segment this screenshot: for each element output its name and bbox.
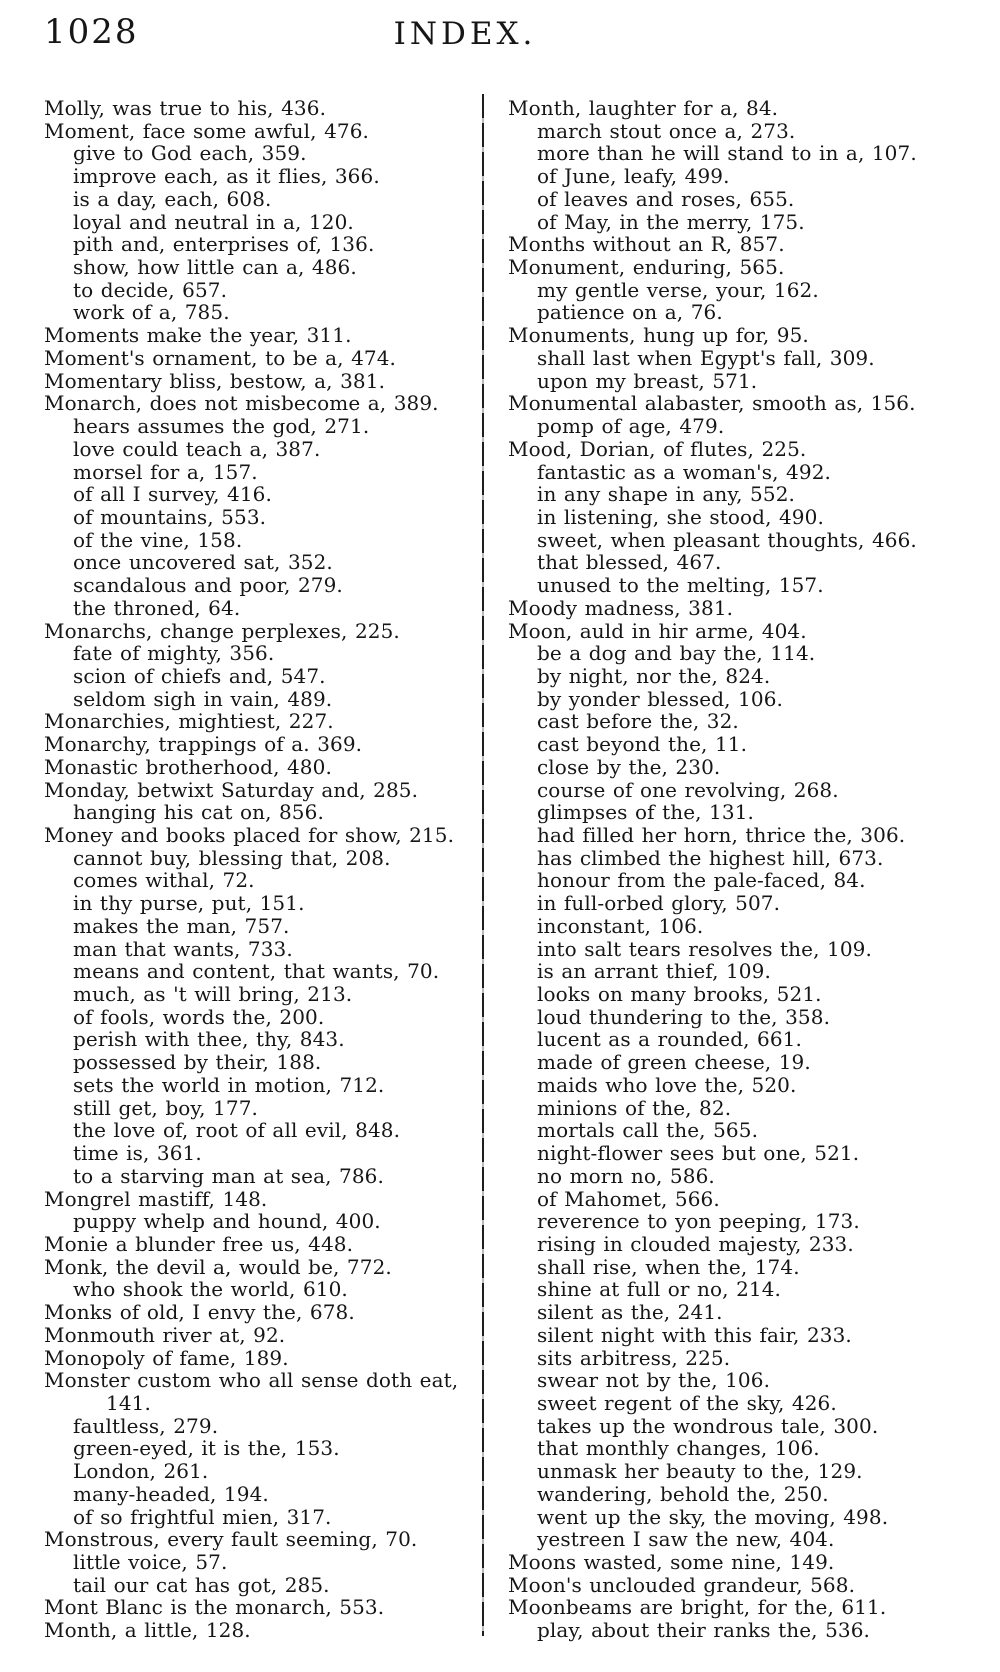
index-entry: of the vine, 158.: [73, 527, 243, 552]
index-entry: cannot buy, blessing that, 208.: [73, 845, 391, 870]
index-entry: perish with thee, thy, 843.: [73, 1027, 345, 1052]
index-entry: Moons wasted, some nine, 149.: [508, 1550, 835, 1574]
index-entry: march stout once a, 273.: [537, 118, 796, 143]
index-entry: that blessed, 467.: [537, 550, 722, 575]
index-entry: in listening, she stood, 490.: [537, 504, 824, 529]
index-entry: puppy whelp and hound, 400.: [73, 1209, 381, 1234]
index-entry: had filled her horn, thrice the, 306.: [537, 823, 906, 847]
index-entry: still get, boy, 177.: [73, 1095, 258, 1120]
index-entry: in thy purse, put, 151.: [73, 891, 305, 916]
index-entry: faultless, 279.: [73, 1413, 219, 1438]
index-entry: rising in clouded majesty, 233.: [537, 1231, 854, 1256]
index-entry: silent as the, 241.: [537, 1300, 723, 1325]
index-entry: much, as 't will bring, 213.: [73, 982, 353, 1007]
index-entry: Moonbeams are bright, for the, 611.: [508, 1595, 887, 1620]
index-entry: swear not by the, 106.: [537, 1368, 771, 1393]
index-entry: loud thundering to the, 358.: [537, 1004, 831, 1029]
index-entry: night-flower sees but one, 521.: [537, 1141, 860, 1166]
index-entry: Mongrel mastiff, 148.: [44, 1186, 268, 1211]
index-entry: of all I survey, 416.: [73, 482, 272, 507]
index-entry: Moment's ornament, to be a, 474.: [44, 345, 396, 370]
index-entry: Monopoly of fame, 189.: [44, 1345, 289, 1370]
index-entry: in any shape in any, 552.: [537, 482, 795, 507]
index-entry: upon my breast, 571.: [537, 368, 758, 393]
index-entry: unused to the melting, 157.: [537, 573, 824, 598]
index-entry: 141.: [106, 1390, 151, 1415]
index-entry: Monarch, does not misbecome a, 389.: [44, 391, 439, 416]
index-entry: loyal and neutral in a, 120.: [73, 209, 354, 234]
index-entry: to a starving man at sea, 786.: [73, 1163, 384, 1188]
index-entry: honour from the pale-faced, 84.: [537, 868, 866, 893]
index-entry: tail our cat has got, 285.: [73, 1572, 330, 1597]
index-entry: London, 261.: [73, 1459, 209, 1484]
index-entry: has climbed the highest hill, 673.: [537, 845, 884, 870]
index-entry: went up the sky, the moving, 498.: [537, 1504, 889, 1529]
index-entry: of Mahomet, 566.: [537, 1186, 720, 1211]
index-entry: man that wants, 733.: [73, 936, 293, 961]
page-title: INDEX.: [393, 16, 537, 52]
index-entry: seldom sigh in vain, 489.: [73, 686, 333, 711]
index-entry: looks on many brooks, 521.: [537, 982, 822, 1007]
index-entry: by night, nor the, 824.: [537, 663, 771, 688]
index-entry: takes up the wondrous tale, 300.: [537, 1413, 879, 1438]
index-entry: sets the world in motion, 712.: [73, 1072, 385, 1097]
index-entry: Molly, was true to his, 436.: [44, 96, 327, 120]
index-entry: sweet, when pleasant thoughts, 466.: [537, 527, 917, 552]
index-entry: Monarchies, mightiest, 227.: [44, 709, 334, 734]
index-entry: green-eyed, it is the, 153.: [73, 1436, 340, 1461]
index-entry: of June, leafy, 499.: [537, 164, 730, 189]
page-number: 1028: [44, 12, 139, 52]
index-entry: Mont Blanc is the monarch, 553.: [44, 1595, 385, 1620]
index-entry: Monastic brotherhood, 480.: [44, 754, 332, 779]
index-entry: Moody madness, 381.: [508, 595, 734, 620]
index-entry: into salt tears resolves the, 109.: [537, 936, 872, 961]
index-entry: give to God each, 359.: [73, 141, 307, 166]
index-entry: close by the, 230.: [537, 754, 721, 779]
index-entry: of fools, words the, 200.: [73, 1004, 325, 1029]
index-entry: Monumental alabaster, smooth as, 156.: [508, 391, 916, 416]
index-entry: Monks of old, I envy the, 678.: [44, 1300, 355, 1325]
index-entry: cast beyond the, 11.: [537, 732, 748, 757]
index-entry: reverence to yon peeping, 173.: [537, 1209, 860, 1234]
index-entry: pith and, enterprises of, 136.: [73, 232, 375, 257]
index-entry: fantastic as a woman's, 492.: [537, 459, 831, 484]
index-entry: made of green cheese, 19.: [537, 1050, 811, 1075]
index-entry: of leaves and roses, 655.: [537, 186, 795, 211]
index-entry: morsel for a, 157.: [73, 459, 258, 484]
index-entry: cast before the, 32.: [537, 709, 739, 734]
index-entry: Money and books placed for show, 215.: [44, 823, 455, 847]
index-entry: minions of the, 82.: [537, 1095, 732, 1120]
index-entry: work of a, 785.: [73, 300, 230, 325]
index-entry: Month, a little, 128.: [44, 1618, 251, 1643]
index-entry: wandering, behold the, 250.: [537, 1481, 829, 1506]
index-entry: play, about their ranks the, 536.: [537, 1618, 870, 1643]
index-entry: Month, laughter for a, 84.: [508, 96, 779, 120]
index-entry: Mood, Dorian, of flutes, 225.: [508, 436, 807, 461]
index-entry: sweet regent of the sky, 426.: [537, 1390, 837, 1415]
index-entry: Momentary bliss, bestow, a, 381.: [44, 368, 386, 393]
index-entry: Monster custom who all sense doth eat,: [44, 1368, 459, 1393]
index-entry: means and content, that wants, 70.: [73, 959, 440, 984]
index-entry: to decide, 657.: [73, 277, 228, 302]
index-entry: once uncovered sat, 352.: [73, 550, 333, 575]
index-entry: be a dog and bay the, 114.: [537, 641, 816, 666]
index-entry: many-headed, 194.: [73, 1481, 269, 1506]
index-entry: lucent as a rounded, 661.: [537, 1027, 802, 1052]
index-entry: Monarchs, change perplexes, 225.: [44, 618, 400, 643]
index-entry: shine at full or no, 214.: [537, 1277, 781, 1302]
index-entry: more than he will stand to in a, 107.: [537, 141, 917, 166]
index-entry: mortals call the, 565.: [537, 1118, 759, 1143]
index-entry: love could teach a, 387.: [73, 436, 321, 461]
index-entry: my gentle verse, your, 162.: [537, 277, 819, 302]
index-entry: glimpses of the, 131.: [537, 800, 754, 825]
index-column-left: [44, 97, 480, 1642]
index-entry: Monday, betwixt Saturday and, 285.: [44, 777, 419, 802]
index-entry: Moment, face some awful, 476.: [44, 118, 370, 143]
index-entry: yestreen I saw the new, 404.: [537, 1527, 835, 1552]
index-entry: that monthly changes, 106.: [537, 1436, 820, 1461]
index-entry: Monstrous, every fault seeming, 70.: [44, 1527, 418, 1552]
index-entry: improve each, as it flies, 366.: [73, 164, 380, 189]
index-entry: pomp of age, 479.: [537, 414, 725, 439]
index-entry: is an arrant thief, 109.: [537, 959, 771, 984]
index-entry: of so frightful mien, 317.: [73, 1504, 332, 1529]
index-entry: the throned, 64.: [73, 595, 241, 620]
index-entry: Months without an R, 857.: [508, 232, 785, 257]
index-entry: Monk, the devil a, would be, 772.: [44, 1254, 392, 1279]
index-entry: possessed by their, 188.: [73, 1050, 322, 1075]
index-entry: is a day, each, 608.: [73, 186, 272, 211]
index-entry: Monmouth river at, 92.: [44, 1322, 286, 1347]
index-entry: Moon, auld in hir arme, 404.: [508, 618, 807, 643]
index-entry: course of one revolving, 268.: [537, 777, 839, 802]
index-entry: sits arbitress, 225.: [537, 1345, 731, 1370]
index-entry: Moon's unclouded grandeur, 568.: [508, 1572, 856, 1597]
index-entry: no morn no, 586.: [537, 1163, 715, 1188]
index-entry: Monuments, hung up for, 95.: [508, 323, 809, 348]
index-entry: makes the man, 757.: [73, 913, 290, 938]
index-entry: time is, 361.: [73, 1141, 202, 1166]
index-entry: little voice, 57.: [73, 1550, 228, 1574]
index-entry: Monarchy, trappings of a. 369.: [44, 732, 363, 757]
index-entry: patience on a, 76.: [537, 300, 723, 325]
index-entry: scion of chiefs and, 547.: [73, 663, 326, 688]
index-entry: in full-orbed glory, 507.: [537, 891, 781, 916]
index-entry: shall last when Egypt's fall, 309.: [537, 345, 875, 370]
index-entry: silent night with this fair, 233.: [537, 1322, 852, 1347]
index-entry: the love of, root of all evil, 848.: [73, 1118, 401, 1143]
index-entry: scandalous and poor, 279.: [73, 573, 343, 598]
index-entry: Monie a blunder free us, 448.: [44, 1231, 354, 1256]
index-entry: fate of mighty, 356.: [73, 641, 275, 666]
index-entry: Monument, enduring, 565.: [508, 255, 785, 280]
index-entry: by yonder blessed, 106.: [537, 686, 783, 711]
index-entry: Moments make the year, 311.: [44, 323, 352, 348]
index-entry: of mountains, 553.: [73, 504, 267, 529]
index-entry: hanging his cat on, 856.: [73, 800, 324, 825]
index-entry: unmask her beauty to the, 129.: [537, 1459, 863, 1484]
index-entry: show, how little can a, 486.: [73, 255, 357, 280]
index-entry: hears assumes the god, 271.: [73, 414, 370, 439]
column-divider-rule: [482, 94, 484, 1636]
index-entry: comes withal, 72.: [73, 868, 255, 893]
index-entry: shall rise, when the, 174.: [537, 1254, 800, 1279]
index-column-right: [508, 97, 970, 1642]
index-entry: who shook the world, 610.: [73, 1277, 348, 1302]
index-entry: maids who love the, 520.: [537, 1072, 797, 1097]
index-entry: inconstant, 106.: [537, 913, 704, 938]
index-entry: of May, in the merry, 175.: [537, 209, 805, 234]
